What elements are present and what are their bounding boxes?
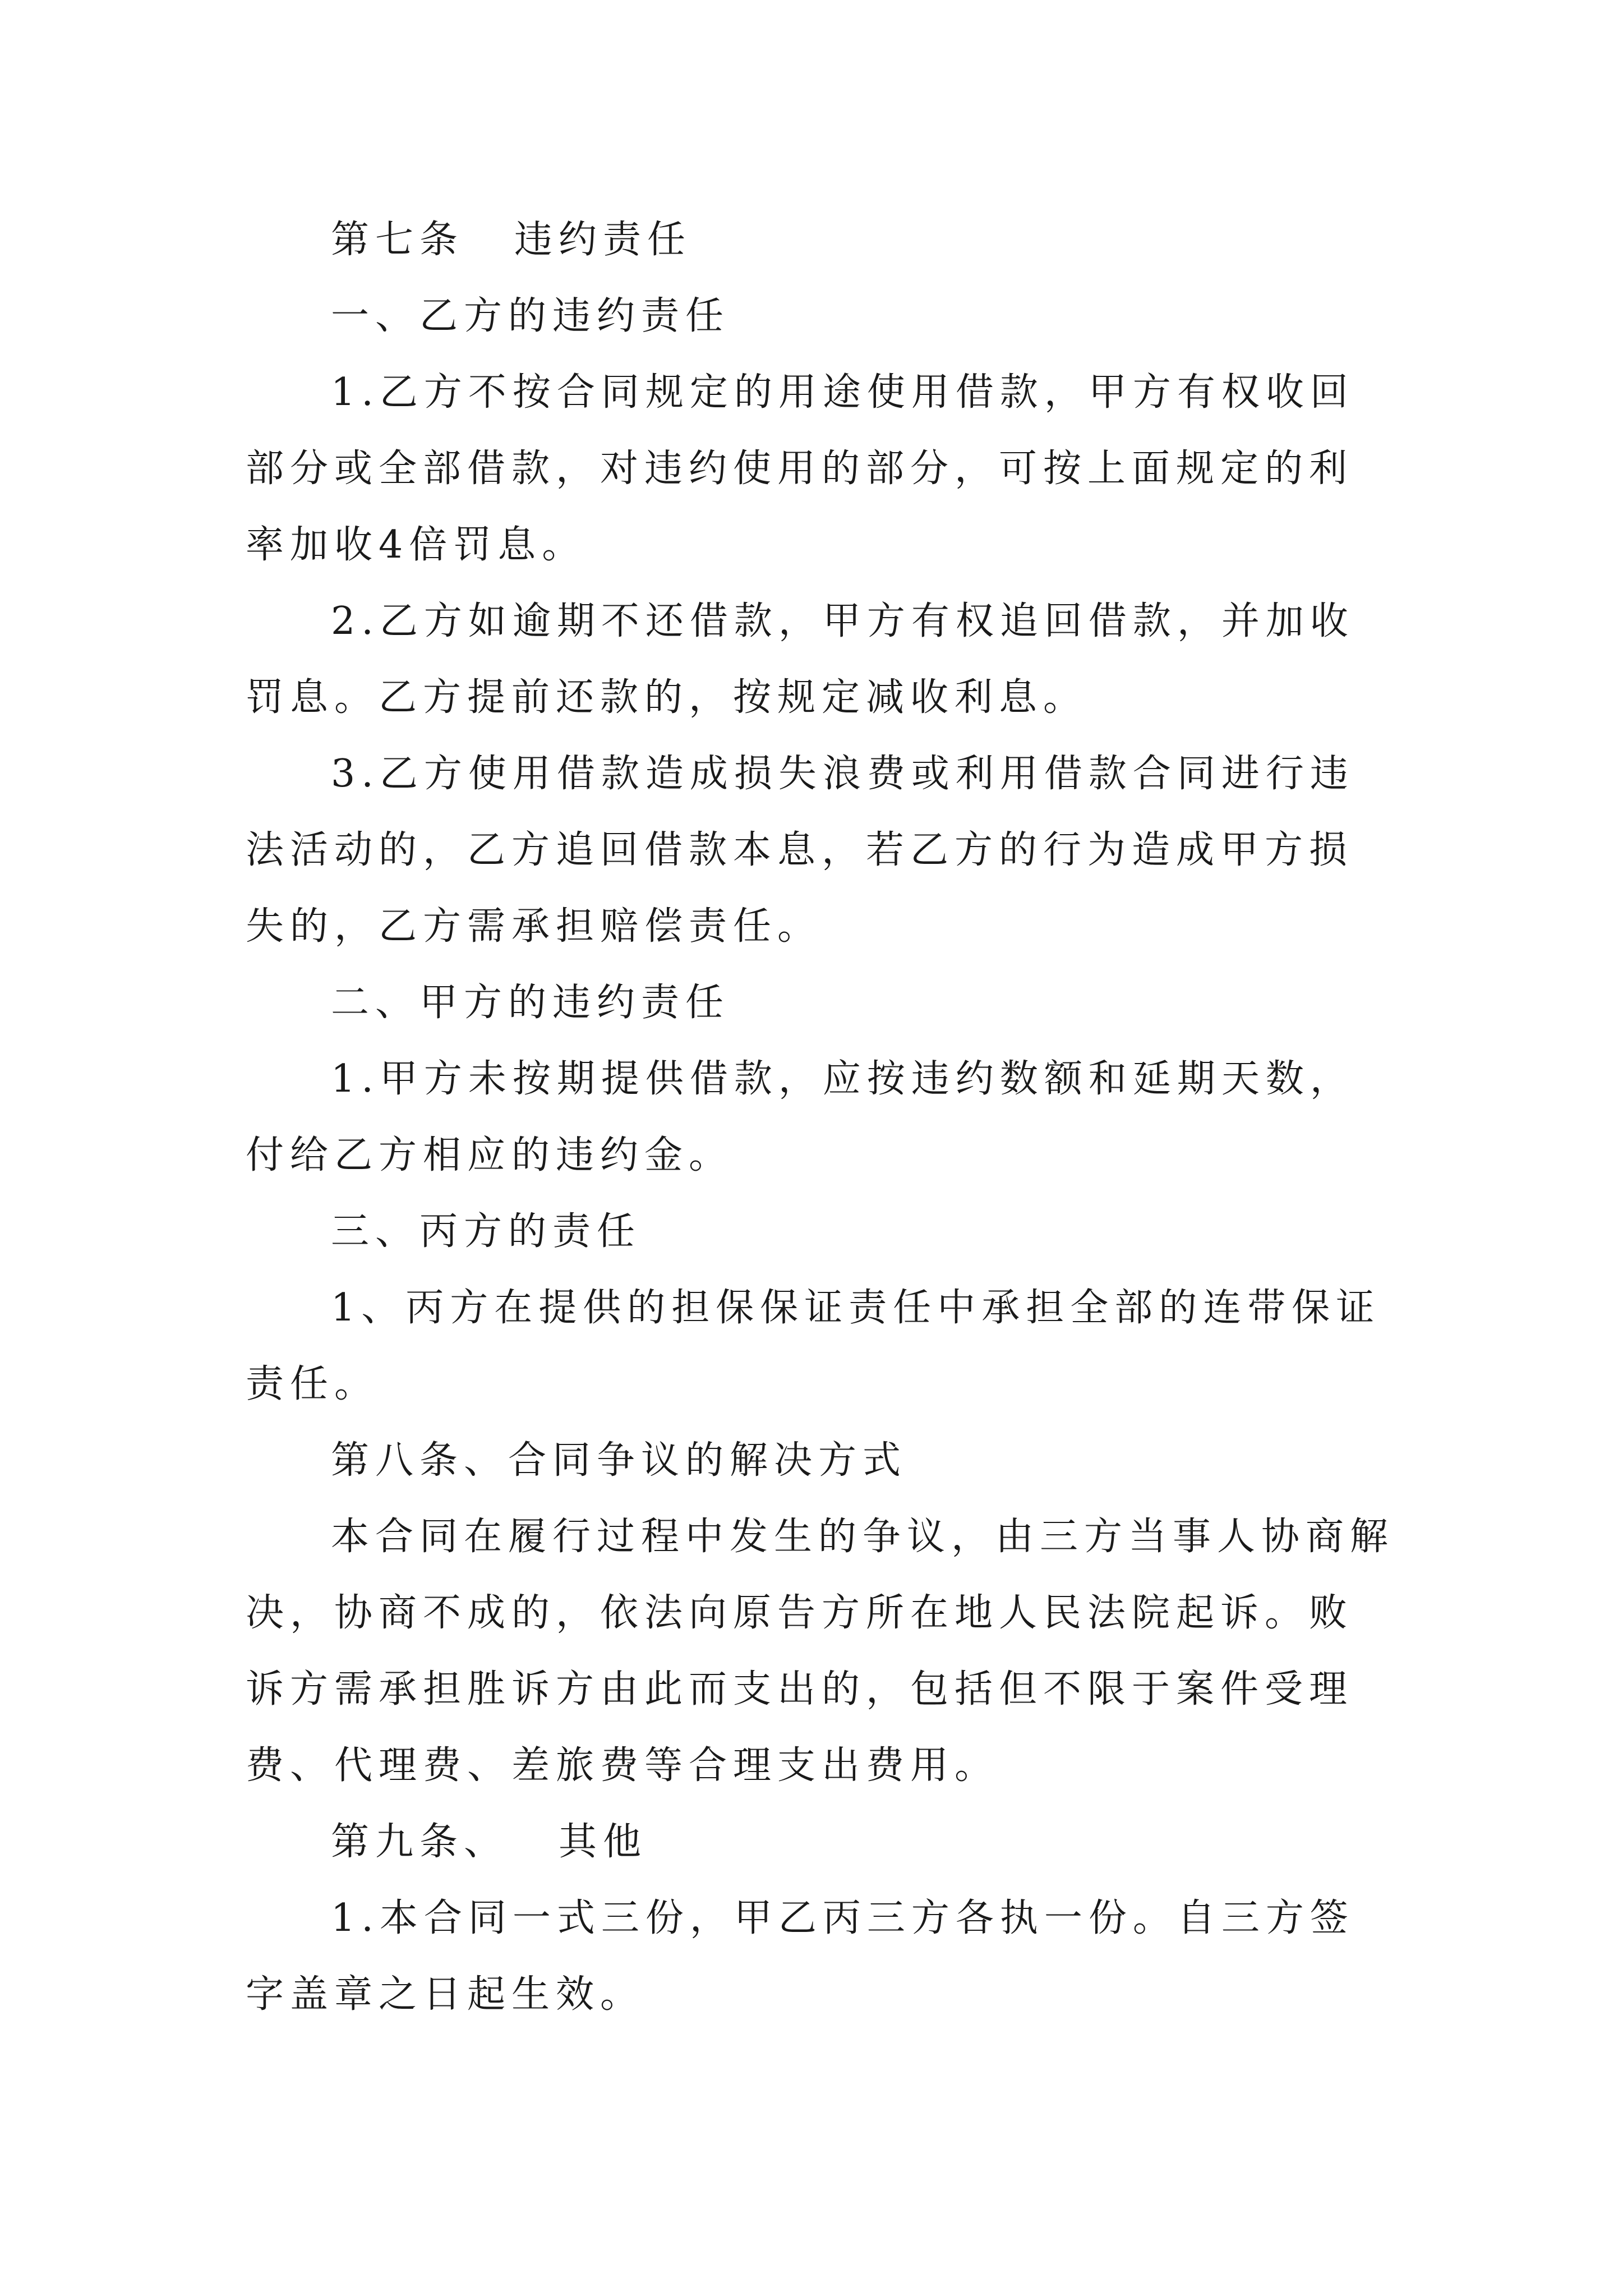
party-a-clause-1: 1.甲方未按期提供借款，应按违约数额和延期天数，付给乙方相应的违约金。	[246, 1057, 1354, 1177]
article-7-title: 违约责任	[514, 218, 692, 262]
article-9-clause-1: 1.本合同一式三份，甲乙丙三方各执一份。自三方签字盖章之日起生效。	[246, 1896, 1354, 2017]
contract-text	[246, 202, 1395, 2033]
article-9-title: 其他	[559, 1820, 648, 1864]
party-a-liability-heading: 二、甲方的违约责任	[331, 981, 730, 1025]
party-b-liability-heading: 一、乙方的违约责任	[331, 294, 730, 338]
party-b-clause-3: 3.乙方使用借款造成损失浪费或利用借款合同进行违法活动的，乙方追回借款本息，若乙方的行为造成甲方损失的，乙方需承担赔偿责任。	[246, 752, 1354, 949]
party-c-clause-1: 1、丙方在提供的担保保证责任中承担全部的连带保证责任。	[246, 1286, 1381, 1406]
article-8-heading: 第八条、合同争议的解决方式	[331, 1438, 907, 1483]
article-7-number: 第七条	[331, 218, 464, 262]
article-7-heading	[246, 202, 1395, 278]
article-9-heading	[246, 1804, 1395, 1880]
party-b-clause-1: 1.乙方不按合同规定的用途使用借款，甲方有权收回部分或全部借款，对违约使用的部分，可按上面规定的利率加收4倍罚息。	[246, 370, 1354, 567]
article-8-body: 本合同在履行过程中发生的争议，由三方当事人协商解决，协商不成的，依法向原告方所在地人民法院起诉。败诉方需承担胜诉方由此而支出的，包括但不限于案件受理费、代理费、差旅费等合理支出费用。	[246, 1515, 1395, 1788]
party-c-liability-heading: 三、丙方的责任	[331, 1209, 642, 1254]
article-9-number: 第九条、	[331, 1820, 509, 1864]
party-b-clause-2: 2.乙方如逾期不还借款，甲方有权追回借款，并加收罚息。乙方提前还款的，按规定减收利息。	[246, 599, 1354, 720]
